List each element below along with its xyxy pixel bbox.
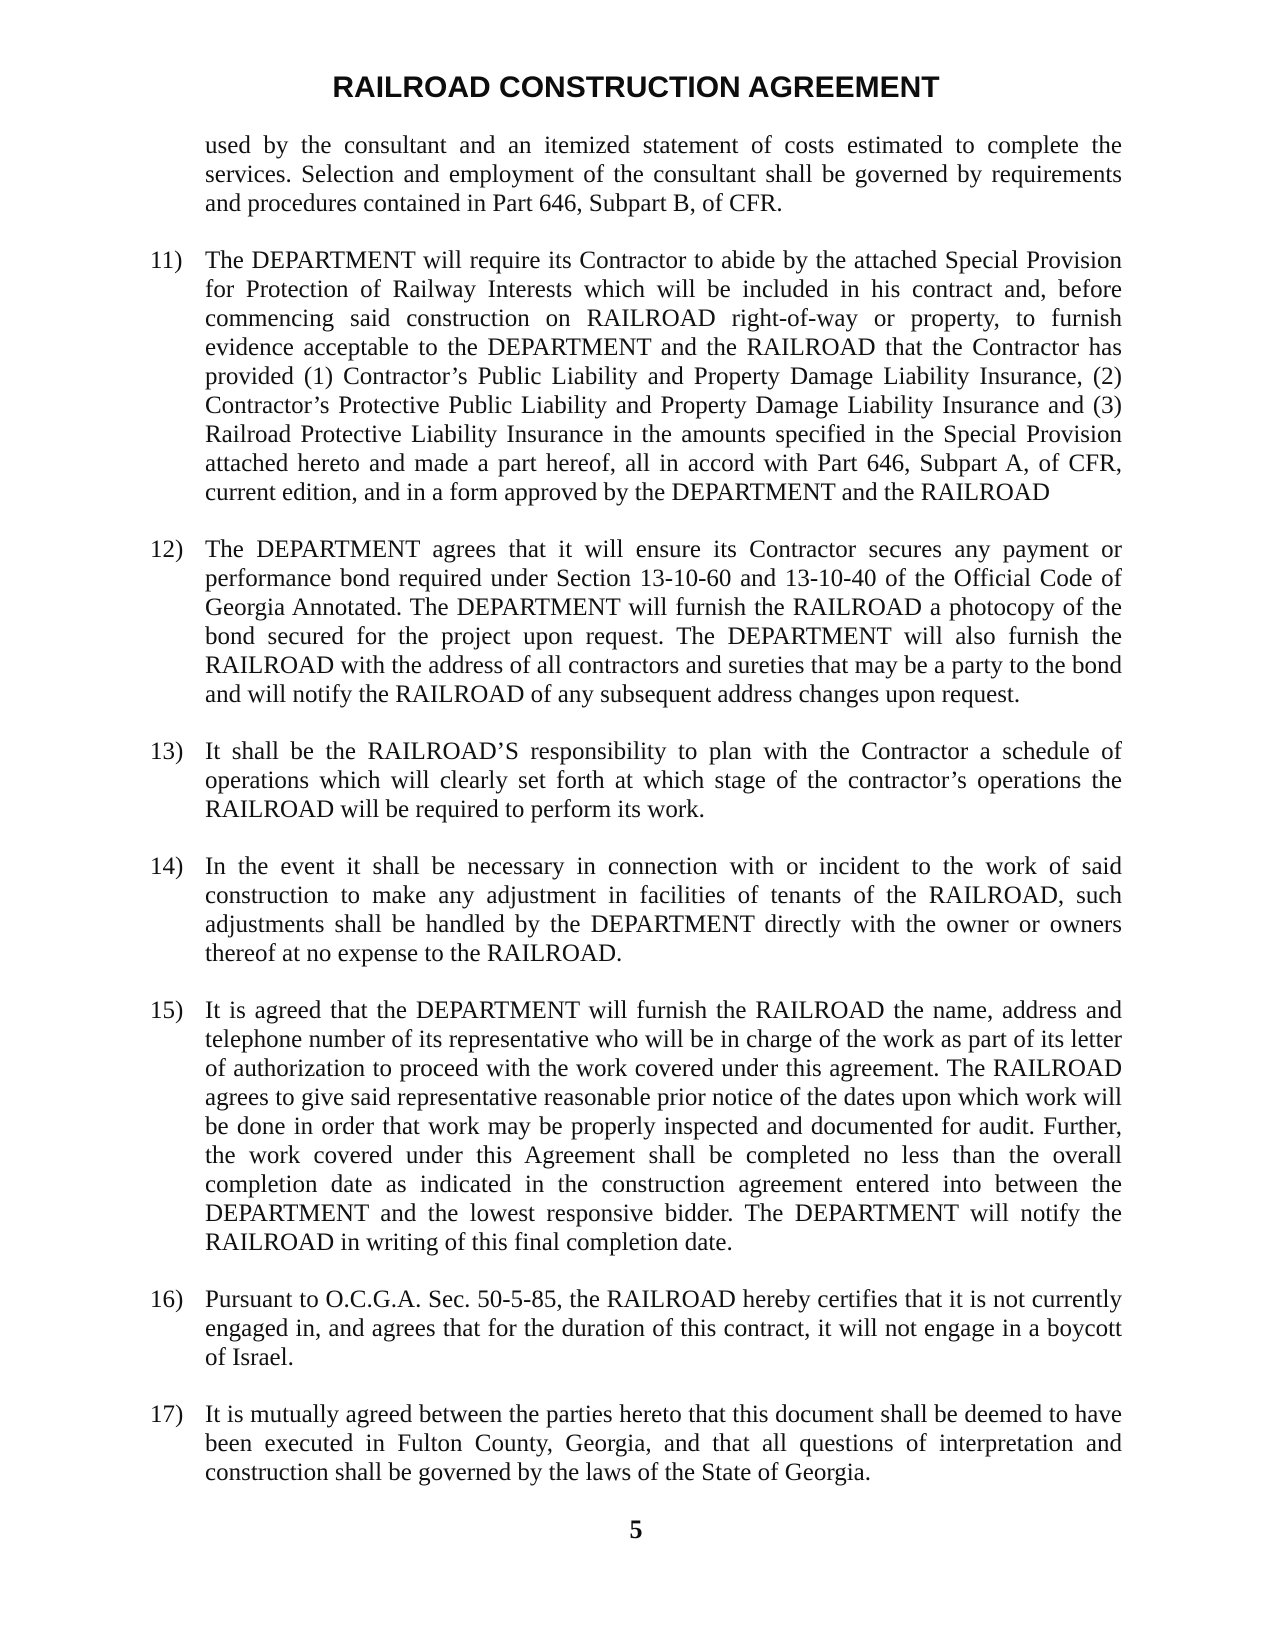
agreement-item-11 xyxy=(150,246,1122,507)
item-number: 13) xyxy=(150,738,184,765)
page-number: 5 xyxy=(629,1515,643,1544)
item-text: It is mutually agreed between the parties hereto that this document shall be deemed to have been executed in Fulton County, Georgia, and that all questions of interpretation and construction shall be governed by the laws of the State of Georgia. xyxy=(205,1401,1122,1486)
item-text: It shall be the RAILROAD’S responsibility to plan with the Contractor a schedule of operations which will clearly set forth at which stage of the contractor’s operations the RAILROAD will be required to perform its work. xyxy=(205,738,1122,823)
intro-paragraph: used by the consultant and an itemized statement of costs estimated to complete the services. Selection and employment of the consultant shall be governed by requirements and procedures contained in Part 646, Subpart B, of CFR. xyxy=(205,132,1122,217)
item-number: 15) xyxy=(150,997,184,1024)
item-text: The DEPARTMENT agrees that it will ensure its Contractor secures any payment or performance bond required under Section 13-10-60 and 13-10-40 of the Official Code of Georgia Annotated. The DEPARTMENT will furnish the RAILROAD a photocopy of the bond secured for the project upon request. The DEPARTMENT will also furnish the RAILROAD with the address of all contractors and sureties that may be a party to the bond and will notify the RAILROAD of any subsequent address changes upon request. xyxy=(205,536,1122,708)
document-title: RAILROAD CONSTRUCTION AGREEMENT xyxy=(332,71,940,104)
item-text: Pursuant to O.C.G.A. Sec. 50-5-85, the RAILROAD hereby certifies that it is not currently engaged in, and agrees that for the duration of this contract, it will not engage in a boycott of Israel. xyxy=(205,1286,1122,1371)
agreement-item-16 xyxy=(150,1285,1122,1372)
item-number: 12) xyxy=(150,536,184,563)
item-text: The DEPARTMENT will require its Contractor to abide by the attached Special Provision for Protection of Railway Interests which will be included in his contract and, before commencing said construction on RAILROAD right-of-way or property, to furnish evidence acceptable to the DEPARTMENT and the RAILROAD that the Contractor has provided (1) Contractor’s Public Liability and Property Damage Liability Insurance, (2) Contractor’s Protective Public Liability and Property Damage Liability Insurance and (3) Railroad Protective Liability Insurance in the amounts specified in the Special Provision attached hereto and made a part hereof, all in accord with Part 646, Subpart A, of CFR, current edition, and in a form approved by the DEPARTMENT and the RAILROAD xyxy=(205,247,1122,506)
item-number: 14) xyxy=(150,853,184,880)
agreement-item-13 xyxy=(150,737,1122,824)
item-number: 16) xyxy=(150,1286,184,1313)
agreement-item-15 xyxy=(150,996,1122,1257)
item-number: 17) xyxy=(150,1401,184,1428)
page-footer xyxy=(150,1515,1122,1545)
agreement-item-17 xyxy=(150,1400,1122,1487)
item-text: In the event it shall be necessary in connection with or incident to the work of said construction to make any adjustment in facilities of tenants of the RAILROAD, such adjustments shall be handled by the DEPARTMENT directly with the owner or owners thereof at no expense to the RAILROAD. xyxy=(205,853,1122,967)
item-text: It is agreed that the DEPARTMENT will furnish the RAILROAD the name, address and telephone number of its representative who will be in charge of the work as part of its letter of authorization to proceed with the work covered under this agreement. The RAILROAD agrees to give said representative reasonable prior notice of the dates upon which work will be done in order that work may be properly inspected and documented for audit. Further, the work covered under this Agreement shall be completed no less than the overall completion date as indicated in the construction agreement entered into between the DEPARTMENT and the lowest responsive bidder. The DEPARTMENT will notify the RAILROAD in writing of this final completion date. xyxy=(205,997,1122,1256)
item-number: 11) xyxy=(150,247,183,274)
agreement-item-12 xyxy=(150,535,1122,709)
agreement-item-14 xyxy=(150,852,1122,968)
